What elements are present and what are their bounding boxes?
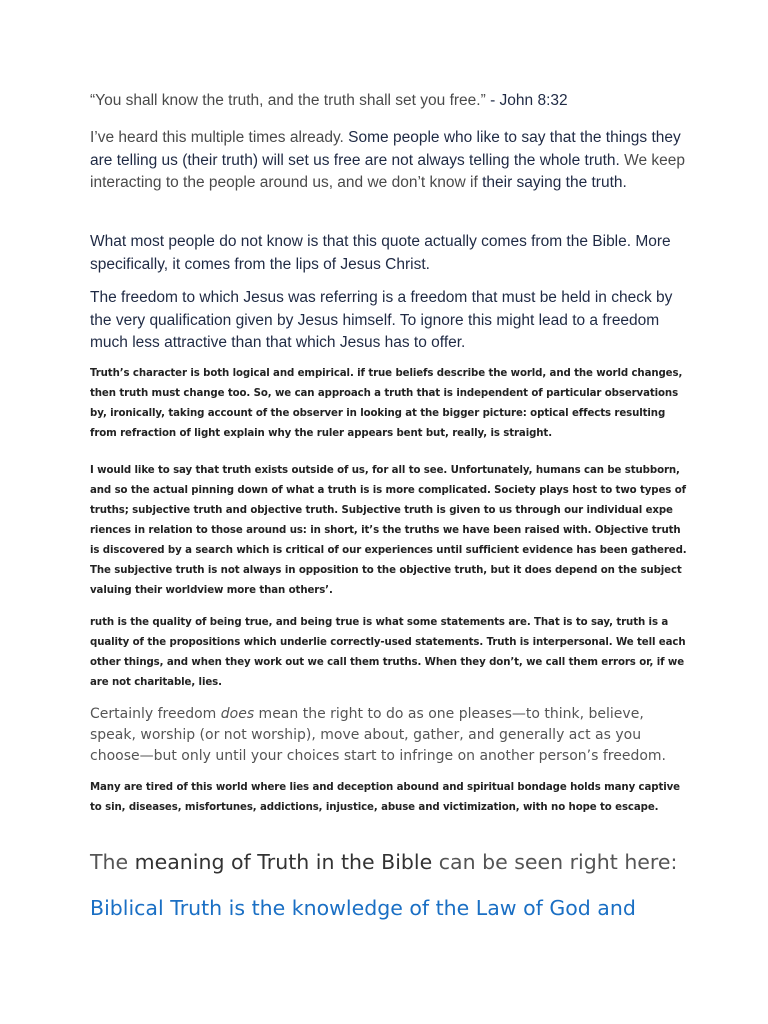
paragraph-9 — [90, 839, 700, 931]
paragraph-3: The freedom to which Jesus was referring is a freedom that must be held in check by the very qualification given by Jesus himself. To ignore this might lead to a freedom much less attractive than that which Jesus has to offer. — [90, 289, 673, 351]
paragraph-6: ruth is the quality of being true, and being true is what some statements are. That is to say, truth is a quality of the propositions which underlie correctly-used statements. Truth is interpersonal. We tell each other things, and when they work out we call them truths. When they don’t, we call them errors or, if we are not charitable, lies. — [90, 617, 686, 688]
paragraph-9-start: The — [90, 850, 135, 874]
paragraph-1 — [90, 127, 690, 195]
paragraph-5: I would like to say that truth exists outside of us, for all to see. Unfortunately, humans can be stubborn, and so the actual pinning down of what a truth is is more complicated. Society plays host to two types of truths; subjective truth and objective truth. Subjective truth is given to us through our individual expe riences in relation to those around us: in short, it’s the truths we have been raised with. Objective truth is discovered by a search which is critical of our experiences until sufficient evidence has been gathered. The subjective truth is not always in opposition to the objective truth, but it does depend on the subject valuing their worldview more than others’. — [90, 465, 687, 596]
paragraph-1-end: their saying the truth. — [482, 174, 627, 191]
quote-reference: - John 8:32 — [490, 92, 568, 109]
biblical-truth-link[interactable]: Biblical Truth is the knowledge of the Law of God and — [90, 896, 636, 920]
paragraph-2: What most people do not know is that this quote actually comes from the Bible. More specifically, it comes from the lips of Jesus Christ. — [90, 233, 671, 273]
paragraph-9-emphasis: meaning of Truth in the Bible — [134, 850, 433, 874]
quote-text: “You shall know the truth, and the truth shall set you free.” — [90, 92, 491, 109]
paragraph-8: Many are tired of this world where lies and deception abound and spiritual bondage holds many captive to sin, diseases, misfortunes, addictions, injustice, abuse and victimization, with no hope to escape. — [90, 782, 680, 813]
paragraph-7 — [90, 704, 690, 767]
paragraph-7-rest: mean the right to do as one pleases—to think, believe, speak, worship (or not worship), move about, gather, and generally act as you choose—but only until your choices start to infringe on another person’s freedom. — [90, 706, 666, 764]
paragraph-7-start: Certainly freedom — [90, 706, 221, 722]
paragraph-1-aside: We keep interacting to the people around us, and we don’t know if — [90, 151, 686, 191]
paragraph-4: Truth’s character is both logical and empirical. if true beliefs describe the world, and the world changes, then truth must change too. So, we can approach a truth that is independent of particular observations by, ironically, taking account of the observer in looking at the bigger picture: optical effects resulting from refraction of light explain why the ruler appears bent but, really, is straight. — [90, 368, 683, 439]
paragraph-9-middle: can be seen right here: — [432, 850, 678, 874]
paragraph-1-intro: I’ve heard this multiple times already. — [90, 129, 349, 146]
bible-quote — [90, 92, 690, 110]
paragraph-7-emphasis: does — [220, 706, 255, 722]
paragraph-1-main: Some people who like to say that the things they are telling us (their truth) will set us free are not always telling the whole truth. — [90, 129, 681, 169]
